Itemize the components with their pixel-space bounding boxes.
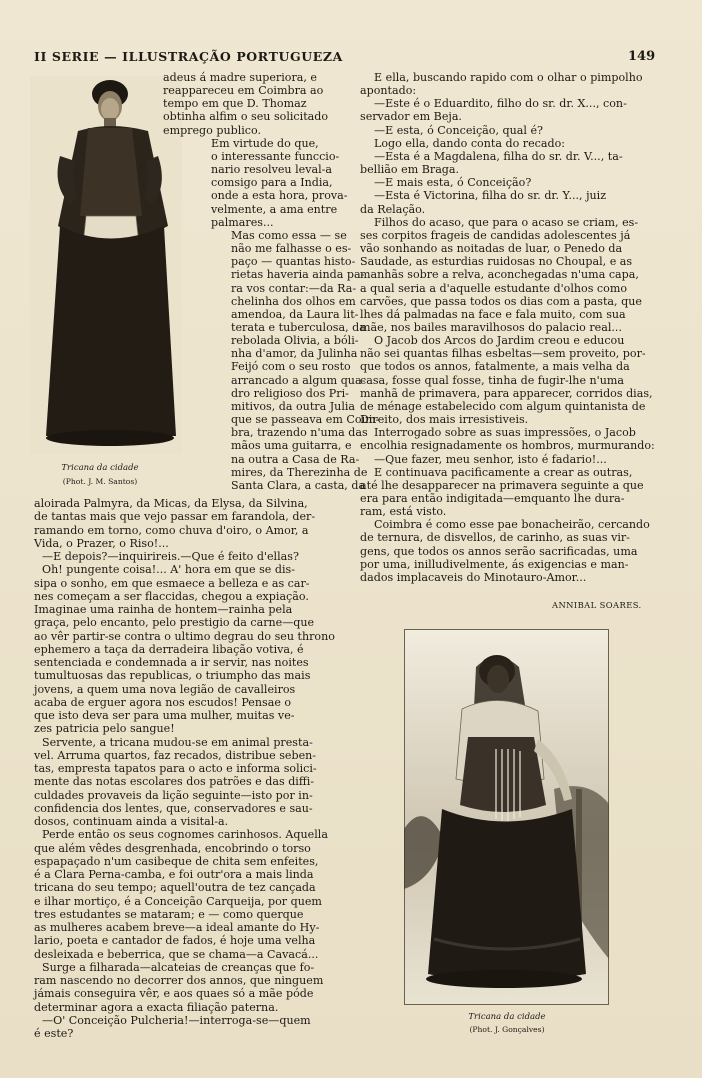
text-line: Mas como essa — se bbox=[231, 228, 347, 242]
text-line: —Este é o Eduardito, filho do sr. dr. X..., con- bbox=[374, 97, 627, 111]
text-line: Feijó com o seu rosto bbox=[231, 360, 351, 374]
text-line: jovens, a quem uma nova legião de cavalleiros bbox=[34, 682, 296, 696]
text-line: Perde então os seus cognomes carinhosos. Aquella bbox=[42, 828, 328, 842]
photo-tricana-left bbox=[30, 76, 182, 454]
text-line: tres estudantes se mataram; e — como querque bbox=[34, 907, 304, 921]
text-line: as mulheres acabem breve—a ideal amante do Hy- bbox=[34, 921, 320, 934]
text-line: manhã de primavera, para apparecer, corridos dias, bbox=[360, 386, 653, 400]
text-line: Coimbra é como esse pae bonacheirão, cercando bbox=[374, 518, 650, 532]
text-line: Santa Clara, a casta, da bbox=[231, 478, 366, 492]
text-line: é este? bbox=[34, 1027, 74, 1040]
text-line: tricana do seu tempo; aquell'outra de tez cançada bbox=[34, 881, 316, 895]
photo2-caption: Tricana da cidade bbox=[468, 1012, 546, 1022]
text-line: que além vêdes desgrenhada, encobrindo o torso bbox=[34, 841, 311, 855]
text-line: vel. Arruma quartos, faz recados, distribue seben- bbox=[34, 748, 317, 762]
photo2-credit: (Phot. J. Gonçalves) bbox=[469, 1025, 545, 1034]
text-line: não me falhasse o es- bbox=[231, 242, 352, 256]
text-line: por uma, inilludivelmente, ás exigencias e man- bbox=[360, 557, 629, 571]
text-line: Direito, dos mais irresistiveis. bbox=[360, 413, 529, 427]
col2-text bbox=[360, 71, 666, 584]
text-line: que se passeava em Coim- bbox=[231, 413, 380, 427]
text-line: E ella, buscando rapido com o olhar o pimpolho bbox=[374, 71, 643, 84]
text-line: determinar agora a exacta filiação paterna. bbox=[34, 1000, 279, 1014]
text-line: Interrogado sobre as suas impressões, o Jacob bbox=[374, 426, 636, 440]
woman-figure-illustration bbox=[30, 76, 182, 454]
text-line: dro religioso dos Pri- bbox=[231, 386, 349, 400]
col1-body-text bbox=[34, 497, 339, 1040]
text-line: dados implacaveis do Minotauro-Amor... bbox=[360, 570, 587, 584]
text-line: na outra a Casa de Ra- bbox=[231, 452, 360, 466]
text-line: rebolada Olivia, a bóli- bbox=[231, 334, 359, 348]
text-line: velmente, a ama entre bbox=[211, 202, 338, 216]
text-line: jámais conseguira vêr, e aos quaes só a mãe póde bbox=[34, 987, 314, 1001]
text-line: mires, da Therezinha de bbox=[231, 465, 368, 479]
text-line: Surge a filharada—alcateias de creanças que fo- bbox=[42, 960, 315, 974]
text-line: não sei quantas filhas esbeltas—sem proveito, por- bbox=[360, 347, 646, 361]
text-line: Logo ella, dando conta do recado: bbox=[374, 136, 566, 150]
text-line: E continuava pacificamente a crear as outras, bbox=[374, 465, 633, 479]
text-line: adeus á madre superiora, e bbox=[163, 71, 317, 84]
text-line: era para então indigitada—emquanto lhe dura- bbox=[360, 492, 625, 505]
text-line: ram nascendo no decorrer dos annos, que ninguem bbox=[34, 974, 324, 987]
running-header: II SERIE — ILLUSTRAÇÃO PORTUGUEZA bbox=[34, 49, 343, 64]
photo1-caption: Tricana da cidade bbox=[61, 463, 139, 473]
text-line: acaba de erguer agora nos escudos! Pensae o bbox=[34, 695, 292, 709]
text-line: lhes dá palmadas na face e fala muito, com sua bbox=[360, 307, 626, 321]
text-line: obtinha alfim o seu solicitado bbox=[163, 110, 329, 124]
text-line: carvões, que passa todos os dias com a pasta, que bbox=[360, 294, 642, 308]
text-line: —Que fazer, meu senhor, isto é fadario!... bbox=[374, 452, 607, 466]
text-line: Servente, a tricana mudou-se em animal presta- bbox=[42, 735, 313, 749]
text-line: zes patricia pelo sangue! bbox=[34, 722, 175, 736]
text-line: servador em Beja. bbox=[360, 110, 462, 124]
text-line: paço — quantas histo- bbox=[231, 255, 356, 269]
text-line: Filhos do acaso, que para o acaso se criam, es- bbox=[374, 215, 639, 229]
text-line: ao vêr partir-se contra o ultimo degrau do seu throno bbox=[34, 629, 335, 643]
photo1-credit: (Phot. J. M. Santos) bbox=[62, 477, 138, 486]
text-line: que isto deva ser para uma mulher, muitas ve- bbox=[34, 709, 295, 722]
text-line: mãos uma guitarra, e bbox=[231, 439, 352, 453]
text-line: vão sonhando as noitadas de luar, o Penedo da bbox=[360, 242, 623, 256]
text-line: —E mais esta, ó Conceição? bbox=[374, 176, 532, 190]
text-line: amendoa, da Laura lit- bbox=[231, 307, 359, 321]
text-line: rietas haveria ainda pa- bbox=[231, 268, 365, 282]
text-line: lario, poeta e cantador de fados, é hoje uma velha bbox=[34, 934, 316, 948]
text-line: O Jacob dos Arcos do Jardim creou e educou bbox=[374, 334, 625, 348]
text-line: bra, trazendo n'uma das bbox=[231, 426, 368, 440]
text-line: espapaçado n'um casibeque de chita sem enfeites, bbox=[34, 854, 319, 868]
text-line: de tantas mais que vejo passar em farandola, der- bbox=[34, 510, 316, 524]
text-line: nha d'amor, da Julinha bbox=[231, 347, 358, 361]
text-line: ephemero a taça da derradeira libação votiva, é bbox=[34, 642, 304, 656]
woman-figure-illustration-2 bbox=[404, 629, 609, 1005]
text-line: reappareceu em Coimbra ao bbox=[163, 84, 324, 98]
author-signature: ANNIBAL SOARES. bbox=[552, 600, 642, 610]
text-line: —O' Conceição Pulcheria!—interroga-se—quem bbox=[42, 1013, 311, 1027]
text-line: mãe, nos bailes maravilhosos do palacio real... bbox=[360, 320, 622, 334]
text-line: ramando em torno, como chuva d'oiro, o Amor, a bbox=[34, 523, 309, 537]
text-line: que todos os annos, fatalmente, a mais velha da bbox=[360, 360, 630, 374]
text-line: confidencia dos lentes, que, conservadores e sau- bbox=[34, 801, 313, 815]
text-line: arrancado a algum qua- bbox=[231, 373, 366, 387]
text-line: sentenciada e condemnada a ir servir, nas noites bbox=[34, 656, 309, 669]
text-line: —E esta, ó Conceição, qual é? bbox=[374, 123, 543, 137]
text-line: aloirada Palmyra, da Micas, da Elysa, da Silvina, bbox=[34, 497, 308, 510]
text-line: —Esta é Victorina, filha do sr. dr. Y..., juiz bbox=[374, 189, 607, 203]
text-line: graça, pelo encanto, pelo prestigio da carne—que bbox=[34, 616, 315, 630]
text-line: desleixada e beberrica, que se chama—a Cavacá... bbox=[34, 947, 319, 961]
text-line: Oh! pungente coisa!... A' hora em que se dis- bbox=[42, 563, 295, 577]
text-line: gens, que todos os annos serão sacrificadas, uma bbox=[360, 544, 638, 558]
text-line: da Relação. bbox=[360, 202, 426, 216]
text-line: encolhia resignadamente os hombros, murmurando: bbox=[360, 439, 655, 453]
col1-top-text bbox=[163, 71, 380, 492]
text-line: ses corpitos frageis de candidas adolescentes já bbox=[360, 228, 631, 242]
text-line: o interessante funccio- bbox=[211, 149, 340, 163]
text-line: comsigo para a India, bbox=[211, 176, 333, 190]
text-line: tas, empresta tapatos para o acto e informa solici- bbox=[34, 762, 317, 775]
page-number: 149 bbox=[628, 49, 656, 64]
text-line: palmares... bbox=[211, 215, 274, 229]
text-line: sipa o sonho, em que esmaece a belleza e as car- bbox=[34, 576, 310, 590]
text-line: —E depois?—inquirireis.—Que é feito d'ellas? bbox=[42, 550, 299, 563]
text-line: Em virtude do que, bbox=[211, 136, 319, 150]
text-line: —Esta é a Magdalena, filha do sr. dr. V..., ta- bbox=[374, 149, 623, 163]
text-line: a qual seria a d'aquelle estudante d'olhos como bbox=[360, 281, 628, 295]
text-line: tempo em que D. Thomaz bbox=[163, 97, 307, 111]
text-line: ra vos contar:—da Ra- bbox=[231, 281, 357, 295]
text-line: nes começam a ser flaccidas, chegou a expiação. bbox=[34, 589, 309, 603]
text-line: emprego publico. bbox=[163, 123, 262, 137]
text-line: de ménage estabelecido com algum quintanista de bbox=[360, 399, 646, 413]
text-line: casa, fosse qual fosse, tinha de fugir-lhe n'uma bbox=[360, 373, 625, 387]
text-line: Vida, o Prazer, o Riso!... bbox=[34, 536, 169, 550]
text-line: Saudade, as esturdias ruidosas no Choupal, e as bbox=[360, 255, 633, 269]
text-line: Imaginae uma rainha de hontem—rainha pela bbox=[34, 603, 293, 616]
text-line: mitivos, da outra Julia bbox=[231, 399, 356, 413]
text-line: ram, está visto. bbox=[360, 505, 447, 519]
text-line: nario resolveu leval-a bbox=[211, 163, 333, 177]
text-line: mente das notas escolares dos patrões e das diffi- bbox=[34, 775, 315, 789]
text-line: terata e tuberculosa, da bbox=[231, 320, 366, 334]
text-line: até lhe desapparecer na primavera seguinte a que bbox=[360, 478, 644, 492]
text-line: tumultuosas das republicas, o triumpho das mais bbox=[34, 669, 311, 683]
text-line: de ternura, de disvellos, de carinho, as suas vir- bbox=[360, 531, 630, 545]
text-line: manhãs sobre a relva, aconchegadas n'uma capa, bbox=[360, 268, 639, 282]
text-line: chelinha dos olhos em bbox=[231, 294, 356, 308]
text-line: culdades provaveis da lição seguinte—isto por in- bbox=[34, 788, 313, 802]
photo-tricana-right bbox=[404, 629, 609, 1005]
text-line: e ilhar mortiço, é a Conceição Carqueija, por quem bbox=[34, 894, 322, 908]
text-line: é a Clara Perna-camba, e foi outr'ora a mais linda bbox=[34, 868, 314, 881]
text-line: onde a esta hora, prova- bbox=[211, 189, 348, 203]
text-line: bellião em Braga. bbox=[360, 163, 460, 177]
text-line: dosos, continuam ainda a visital-a. bbox=[34, 815, 229, 828]
text-line: apontado: bbox=[360, 84, 417, 98]
